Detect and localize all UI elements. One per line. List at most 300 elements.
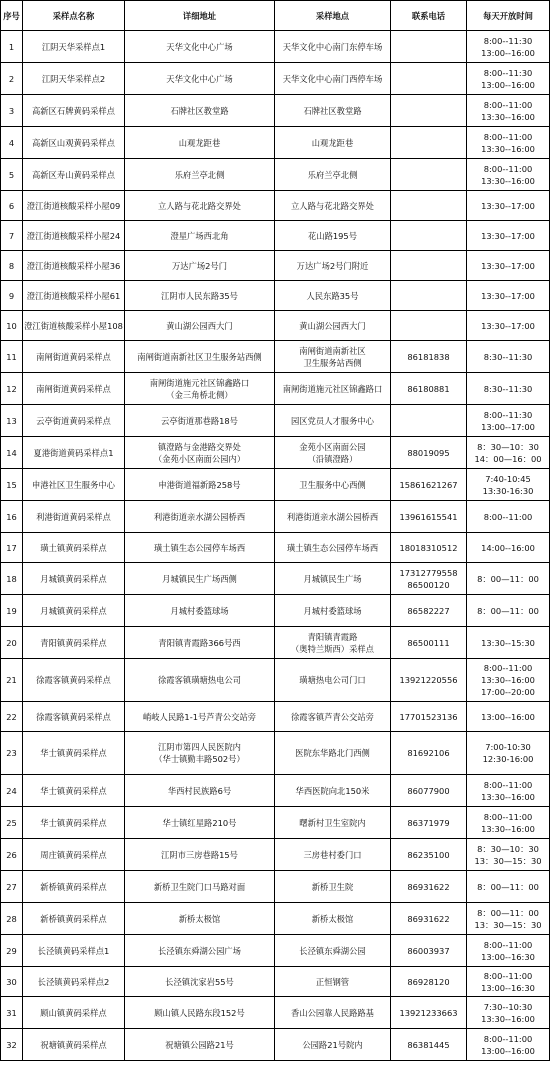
cell-phone — [391, 732, 467, 775]
cell-hours-line: 8：00—11：00 — [477, 881, 539, 892]
cell-site-line: 天华文化中心南门东停车场 — [282, 41, 383, 52]
cell-address — [125, 373, 275, 405]
header-site: 采样地点 — [275, 1, 391, 31]
cell-address — [125, 839, 275, 871]
cell-address — [125, 251, 275, 281]
cell-name: 南闸街道黄码采样点 — [23, 341, 125, 373]
cell-address — [125, 341, 275, 373]
cell-hours-line: 8:00--11:00 — [483, 1033, 533, 1044]
cell-address-line: 利港街道亲水湖公园桥西 — [153, 511, 246, 522]
cell-name: 江阴天华采样点1 — [23, 31, 125, 63]
cell-hours — [467, 839, 550, 871]
cell-name: 长泾镇黄码采样点2 — [23, 967, 125, 997]
cell-no: 22 — [1, 702, 23, 732]
cell-address — [125, 732, 275, 775]
cell-no: 8 — [1, 251, 23, 281]
cell-phone — [391, 251, 467, 281]
table-row — [1, 595, 550, 627]
cell-hours-line: 13:00--16:30 — [481, 982, 535, 993]
cell-address — [125, 1029, 275, 1061]
table-row — [1, 405, 550, 437]
cell-hours — [467, 405, 550, 437]
cell-phone — [391, 437, 467, 469]
cell-hours — [467, 127, 550, 159]
table-row — [1, 903, 550, 935]
cell-phone — [391, 191, 467, 221]
cell-no: 11 — [1, 341, 23, 373]
cell-address-line: 月城镇民生广场西侧 — [162, 573, 237, 584]
cell-hours — [467, 903, 550, 935]
cell-address-line: 南闸街道南新社区卫生服务站西侧 — [137, 351, 262, 362]
table-row — [1, 437, 550, 469]
cell-no: 32 — [1, 1029, 23, 1061]
table-row — [1, 775, 550, 807]
cell-name: 利港街道黄码采样点 — [23, 501, 125, 533]
cell-phone — [391, 31, 467, 63]
cell-site-line: 乐府兰亭北侧 — [307, 169, 358, 180]
cell-site-line: 正恒钢管 — [315, 976, 350, 987]
cell-phone-line: 15861621267 — [399, 479, 458, 490]
cell-phone — [391, 533, 467, 563]
cell-phone-line: 86931622 — [407, 913, 450, 924]
cell-hours — [467, 1029, 550, 1061]
cell-address — [125, 627, 275, 659]
cell-address — [125, 191, 275, 221]
cell-hours-line: 13:30--16:00 — [481, 111, 535, 122]
cell-hours — [467, 437, 550, 469]
cell-name: 高新区山观黄码采样点 — [23, 127, 125, 159]
cell-address — [125, 563, 275, 595]
cell-hours — [467, 191, 550, 221]
cell-site-line: 新桥卫生院 — [311, 881, 354, 892]
cell-name: 长泾镇黄码采样点1 — [23, 935, 125, 967]
cell-site — [275, 311, 391, 341]
cell-hours — [467, 95, 550, 127]
cell-name: 顾山镇黄码采样点 — [23, 997, 125, 1029]
cell-phone — [391, 281, 467, 311]
cell-site — [275, 732, 391, 775]
table-row — [1, 839, 550, 871]
header-name: 采样点名称 — [23, 1, 125, 31]
cell-address-line: 乐府兰亭北侧 — [174, 169, 225, 180]
cell-hours — [467, 373, 550, 405]
cell-site-line: 新桥太极馆 — [311, 913, 354, 924]
cell-address — [125, 311, 275, 341]
cell-no: 4 — [1, 127, 23, 159]
cell-hours-line: 13:30--16:00 — [481, 143, 535, 154]
cell-site-line: 花山路195号 — [307, 230, 358, 241]
cell-site-line: 人民东路35号 — [306, 290, 359, 301]
table-row — [1, 191, 550, 221]
cell-name: 祝塘镇黄码采样点 — [23, 1029, 125, 1061]
cell-phone-line: 17701523136 — [399, 711, 458, 722]
cell-no: 29 — [1, 935, 23, 967]
cell-address-line: 江阴市三房巷路15号 — [161, 849, 238, 860]
cell-hours-line: 8:00--11:00 — [483, 131, 533, 142]
cell-hours — [467, 595, 550, 627]
cell-address — [125, 405, 275, 437]
cell-hours-line: 13:30--17:00 — [481, 230, 535, 241]
table-row — [1, 281, 550, 311]
cell-phone-line: 86928120 — [407, 976, 450, 987]
cell-name: 青阳镇黄码采样点 — [23, 627, 125, 659]
cell-site — [275, 341, 391, 373]
cell-no: 16 — [1, 501, 23, 533]
table-row — [1, 1029, 550, 1061]
cell-no: 9 — [1, 281, 23, 311]
cell-site-line: （奥特兰斯西）采样点 — [291, 643, 374, 654]
cell-site-line: 青阳镇青霞路 — [307, 631, 358, 642]
cell-phone-line: 17312779558 — [399, 567, 458, 578]
cell-phone — [391, 311, 467, 341]
cell-name: 华士镇黄码采样点 — [23, 807, 125, 839]
cell-address — [125, 159, 275, 191]
cell-site-line: 月城村委篮球场 — [303, 605, 362, 616]
cell-phone-line: 86381445 — [407, 1039, 450, 1050]
cell-hours-line: 14:00--16:00 — [481, 542, 535, 553]
cell-name: 新桥镇黄码采样点 — [23, 871, 125, 903]
cell-hours-line: 7:00-10:30 — [485, 742, 531, 752]
cell-hours-line: 13:00--17:00 — [481, 421, 535, 432]
cell-phone-line: 81692106 — [407, 748, 450, 758]
header-phone: 联系电话 — [391, 1, 467, 31]
cell-hours-line: 13:00--16:30 — [481, 951, 535, 962]
cell-address-line: 新桥卫生院门口马路对面 — [153, 881, 246, 892]
cell-phone-line: 13921233663 — [399, 1007, 458, 1018]
cell-name: 徐霞客镇黄码采样点 — [23, 702, 125, 732]
cell-phone-line: 86371979 — [407, 817, 450, 828]
cell-address-line: 黄山湖公园西大门 — [166, 320, 233, 331]
cell-name: 新桥镇黄码采样点 — [23, 903, 125, 935]
cell-name: 周庄镇黄码采样点 — [23, 839, 125, 871]
cell-hours — [467, 469, 550, 501]
cell-address — [125, 127, 275, 159]
cell-address — [125, 31, 275, 63]
cell-address-line: 立人路与花北路交界处 — [158, 200, 241, 211]
cell-hours-line: 13：30—15：30 — [474, 855, 542, 866]
cell-address-line: 天华文化中心广场 — [166, 73, 233, 84]
cell-hours-line: 14：00—16：00 — [474, 453, 542, 464]
cell-no: 23 — [1, 732, 23, 775]
cell-no: 12 — [1, 373, 23, 405]
cell-address-line: （金三角桥北侧） — [166, 389, 233, 400]
header-no: 序号 — [1, 1, 23, 31]
table-row — [1, 732, 550, 775]
cell-no: 26 — [1, 839, 23, 871]
cell-site-line: 三房巷村委门口 — [303, 849, 362, 860]
cell-hours-line: 8：00—11：00 — [477, 605, 539, 616]
cell-name: 高新区寿山黄码采样点 — [23, 159, 125, 191]
cell-site-line: 卫生服务中心西侧 — [299, 479, 366, 490]
cell-address-line: 长泾镇沈家岩55号 — [165, 976, 234, 987]
cell-phone — [391, 935, 467, 967]
cell-address-line: （华士镇勤丰路502号） — [154, 754, 245, 764]
cell-name: 璜土镇黄码采样点 — [23, 533, 125, 563]
cell-site — [275, 127, 391, 159]
cell-name: 高新区石牌黄码采样点 — [23, 95, 125, 127]
cell-phone-line: 88019095 — [407, 447, 450, 458]
cell-name: 月城镇黄码采样点 — [23, 563, 125, 595]
cell-phone — [391, 373, 467, 405]
cell-site — [275, 251, 391, 281]
cell-hours-line: 8:00--11:00 — [483, 779, 533, 790]
table-row — [1, 221, 550, 251]
cell-site — [275, 159, 391, 191]
cell-site — [275, 839, 391, 871]
cell-phone — [391, 997, 467, 1029]
cell-address-line: 万达广场2号门 — [171, 260, 228, 271]
cell-phone-line: 86500120 — [407, 579, 450, 590]
cell-phone-line: 13961615541 — [399, 511, 458, 522]
cell-site — [275, 659, 391, 702]
cell-address-line: 华西村民族路6号 — [167, 785, 232, 796]
cell-hours-line: 8:00--11:00 — [483, 811, 533, 822]
cell-phone-line: 86181838 — [407, 351, 450, 362]
cell-address-line: 璜土镇生态公园停车场西 — [153, 542, 246, 553]
cell-site — [275, 501, 391, 533]
cell-phone — [391, 563, 467, 595]
cell-site — [275, 807, 391, 839]
cell-hours — [467, 63, 550, 95]
cell-hours-line: 8:00--11:00 — [483, 511, 533, 522]
cell-name: 云亭街道黄码采样点 — [23, 405, 125, 437]
cell-hours-line: 8:00--11:30 — [483, 35, 533, 46]
cell-hours — [467, 533, 550, 563]
cell-phone — [391, 469, 467, 501]
cell-address — [125, 281, 275, 311]
cell-site-line: 黄山湖公园西大门 — [299, 320, 366, 331]
table-row — [1, 563, 550, 595]
table-row — [1, 997, 550, 1029]
cell-address — [125, 702, 275, 732]
cell-site-line: 利港街道亲水湖公园桥西 — [286, 511, 379, 522]
cell-address-line: 江阴市第四人民医院内 — [158, 742, 241, 752]
table-row — [1, 627, 550, 659]
cell-site-line: 公园路21号院内 — [302, 1039, 363, 1050]
cell-address — [125, 935, 275, 967]
cell-site-line: 曙新村卫生室院内 — [299, 817, 366, 828]
cell-name: 澄江街道核酸采样小屋36 — [23, 251, 125, 281]
cell-address-line: 江阴市人民东路35号 — [161, 290, 238, 301]
cell-phone — [391, 595, 467, 627]
cell-site-line: 金苑小区南面公园 — [299, 441, 366, 452]
cell-site — [275, 281, 391, 311]
cell-hours — [467, 997, 550, 1029]
cell-name: 澄江街道核酸采样小屋24 — [23, 221, 125, 251]
cell-no: 25 — [1, 807, 23, 839]
cell-address — [125, 871, 275, 903]
cell-site — [275, 903, 391, 935]
cell-phone — [391, 807, 467, 839]
cell-hours — [467, 967, 550, 997]
cell-site — [275, 595, 391, 627]
cell-hours — [467, 281, 550, 311]
cell-phone-line: 86500111 — [407, 637, 450, 648]
header-address: 详细地址 — [125, 1, 275, 31]
cell-hours-line: 7:30--10:30 — [483, 1001, 533, 1012]
cell-address — [125, 469, 275, 501]
cell-site — [275, 437, 391, 469]
cell-hours-line: 8:00--11:00 — [483, 663, 533, 673]
cell-site — [275, 1029, 391, 1061]
cell-no: 3 — [1, 95, 23, 127]
cell-site — [275, 221, 391, 251]
table-row — [1, 469, 550, 501]
cell-hours-line: 13:00--16:00 — [481, 47, 535, 58]
cell-site-line: 石牌社区教堂路 — [303, 105, 362, 116]
table-row — [1, 311, 550, 341]
cell-no: 20 — [1, 627, 23, 659]
table-row — [1, 95, 550, 127]
cell-site — [275, 563, 391, 595]
cell-hours-line: 17:00--20:00 — [481, 687, 535, 697]
cell-hours — [467, 311, 550, 341]
cell-no: 1 — [1, 31, 23, 63]
cell-address — [125, 775, 275, 807]
cell-site-line: 山观龙距巷 — [311, 137, 354, 148]
cell-address-line: 石牌社区教堂路 — [170, 105, 229, 116]
cell-site-line: 立人路与花北路交界处 — [291, 200, 374, 211]
cell-hours-line: 13:30-16:30 — [482, 485, 534, 496]
table-row — [1, 127, 550, 159]
cell-name: 澄江街道核酸采样小屋61 — [23, 281, 125, 311]
cell-site-line: 长泾镇东舜湖公园 — [299, 945, 366, 956]
table-row — [1, 341, 550, 373]
cell-site — [275, 702, 391, 732]
cell-phone — [391, 967, 467, 997]
cell-site — [275, 63, 391, 95]
cell-address — [125, 903, 275, 935]
cell-address-line: 长泾镇东舜湖公园广场 — [158, 945, 241, 956]
cell-hours-line: 13：30—15：30 — [474, 919, 542, 930]
cell-phone — [391, 95, 467, 127]
table-row — [1, 501, 550, 533]
cell-address-line: 徐霞客镇璜塘热电公司 — [158, 675, 241, 685]
cell-hours — [467, 341, 550, 373]
cell-hours-line: 8：00—11：00 — [477, 573, 539, 584]
cell-site-line: 华西医院向北150米 — [295, 785, 370, 796]
cell-phone-line: 86003937 — [407, 945, 450, 956]
cell-address — [125, 807, 275, 839]
cell-phone — [391, 839, 467, 871]
cell-address-line: 月城村委篮球场 — [170, 605, 229, 616]
cell-name: 江阴天华采样点2 — [23, 63, 125, 95]
cell-address — [125, 95, 275, 127]
cell-site — [275, 997, 391, 1029]
cell-no: 30 — [1, 967, 23, 997]
cell-hours — [467, 702, 550, 732]
table-row — [1, 935, 550, 967]
cell-phone — [391, 63, 467, 95]
table-row — [1, 31, 550, 63]
cell-hours-line: 7:40-10:45 — [485, 473, 531, 484]
cell-hours-line: 8:00--11:00 — [483, 163, 533, 174]
cell-hours-line: 8:00--11:00 — [483, 970, 533, 981]
cell-no: 27 — [1, 871, 23, 903]
cell-name: 夏港街道黄码采样点1 — [23, 437, 125, 469]
cell-hours — [467, 871, 550, 903]
cell-site — [275, 405, 391, 437]
cell-name: 南闸街道黄码采样点 — [23, 373, 125, 405]
table-row — [1, 373, 550, 405]
cell-hours-line: 8:30--11:30 — [483, 383, 533, 394]
cell-hours-line: 8:30--11:30 — [483, 351, 533, 362]
cell-site — [275, 95, 391, 127]
cell-site-line: 南闸街道施元社区锦鑫路口 — [282, 383, 383, 394]
cell-phone — [391, 159, 467, 191]
cell-hours — [467, 501, 550, 533]
cell-phone — [391, 341, 467, 373]
cell-phone — [391, 501, 467, 533]
cell-hours — [467, 563, 550, 595]
cell-phone-line: 86235100 — [407, 849, 450, 860]
cell-site — [275, 935, 391, 967]
cell-address-line: 新桥太极馆 — [178, 913, 221, 924]
cell-site — [275, 31, 391, 63]
cell-phone — [391, 702, 467, 732]
cell-name: 澄江街道核酸采样小屋108 — [23, 311, 125, 341]
cell-address — [125, 659, 275, 702]
cell-phone — [391, 405, 467, 437]
cell-no: 19 — [1, 595, 23, 627]
cell-address — [125, 595, 275, 627]
cell-hours — [467, 659, 550, 702]
cell-address — [125, 967, 275, 997]
cell-address-line: 云亭街道那巷路18号 — [161, 415, 238, 426]
cell-address-line: 澄星广场西北角 — [170, 230, 229, 241]
cell-site — [275, 967, 391, 997]
cell-site-line: 璜塘热电公司门口 — [299, 675, 366, 685]
cell-hours-line: 8：30—10：30 — [477, 441, 539, 452]
cell-site-line: （沿镇澄路） — [307, 453, 358, 464]
cell-phone — [391, 627, 467, 659]
cell-phone-line: 13921220556 — [399, 675, 458, 685]
cell-name: 月城镇黄码采样点 — [23, 595, 125, 627]
cell-hours — [467, 732, 550, 775]
cell-address-line: 山观龙距巷 — [178, 137, 221, 148]
table-row — [1, 967, 550, 997]
cell-address — [125, 437, 275, 469]
cell-hours-line: 13:30--16:00 — [481, 175, 535, 186]
cell-site — [275, 191, 391, 221]
cell-name: 华士镇黄码采样点 — [23, 732, 125, 775]
cell-address-line: 南闸街道施元社区锦鑫路口 — [149, 377, 250, 388]
cell-hours-line: 13:30--16:00 — [481, 791, 535, 802]
cell-no: 5 — [1, 159, 23, 191]
cell-hours — [467, 221, 550, 251]
cell-phone — [391, 871, 467, 903]
cell-phone-line: 18018310512 — [399, 542, 458, 553]
table-row — [1, 63, 550, 95]
cell-hours-line: 13:30--17:00 — [481, 200, 535, 211]
cell-phone — [391, 903, 467, 935]
table-row — [1, 659, 550, 702]
cell-hours-line: 8:00--11:00 — [483, 99, 533, 110]
cell-no: 24 — [1, 775, 23, 807]
cell-hours-line: 13:00--16:00 — [481, 711, 535, 722]
cell-phone — [391, 127, 467, 159]
cell-phone-line: 86931622 — [407, 881, 450, 892]
cell-address-line: 峭岐人民路1-1号芦青公交站旁 — [142, 711, 257, 722]
cell-address-line: （金苑小区南面公园内） — [153, 453, 246, 464]
cell-hours-line: 13:00--16:00 — [481, 79, 535, 90]
cell-site — [275, 533, 391, 563]
cell-name: 申港社区卫生服务中心 — [23, 469, 125, 501]
cell-no: 14 — [1, 437, 23, 469]
cell-site-line: 月城镇民生广场 — [303, 573, 362, 584]
cell-address-line: 青阳镇青霞路366号西 — [158, 637, 241, 648]
cell-no: 15 — [1, 469, 23, 501]
